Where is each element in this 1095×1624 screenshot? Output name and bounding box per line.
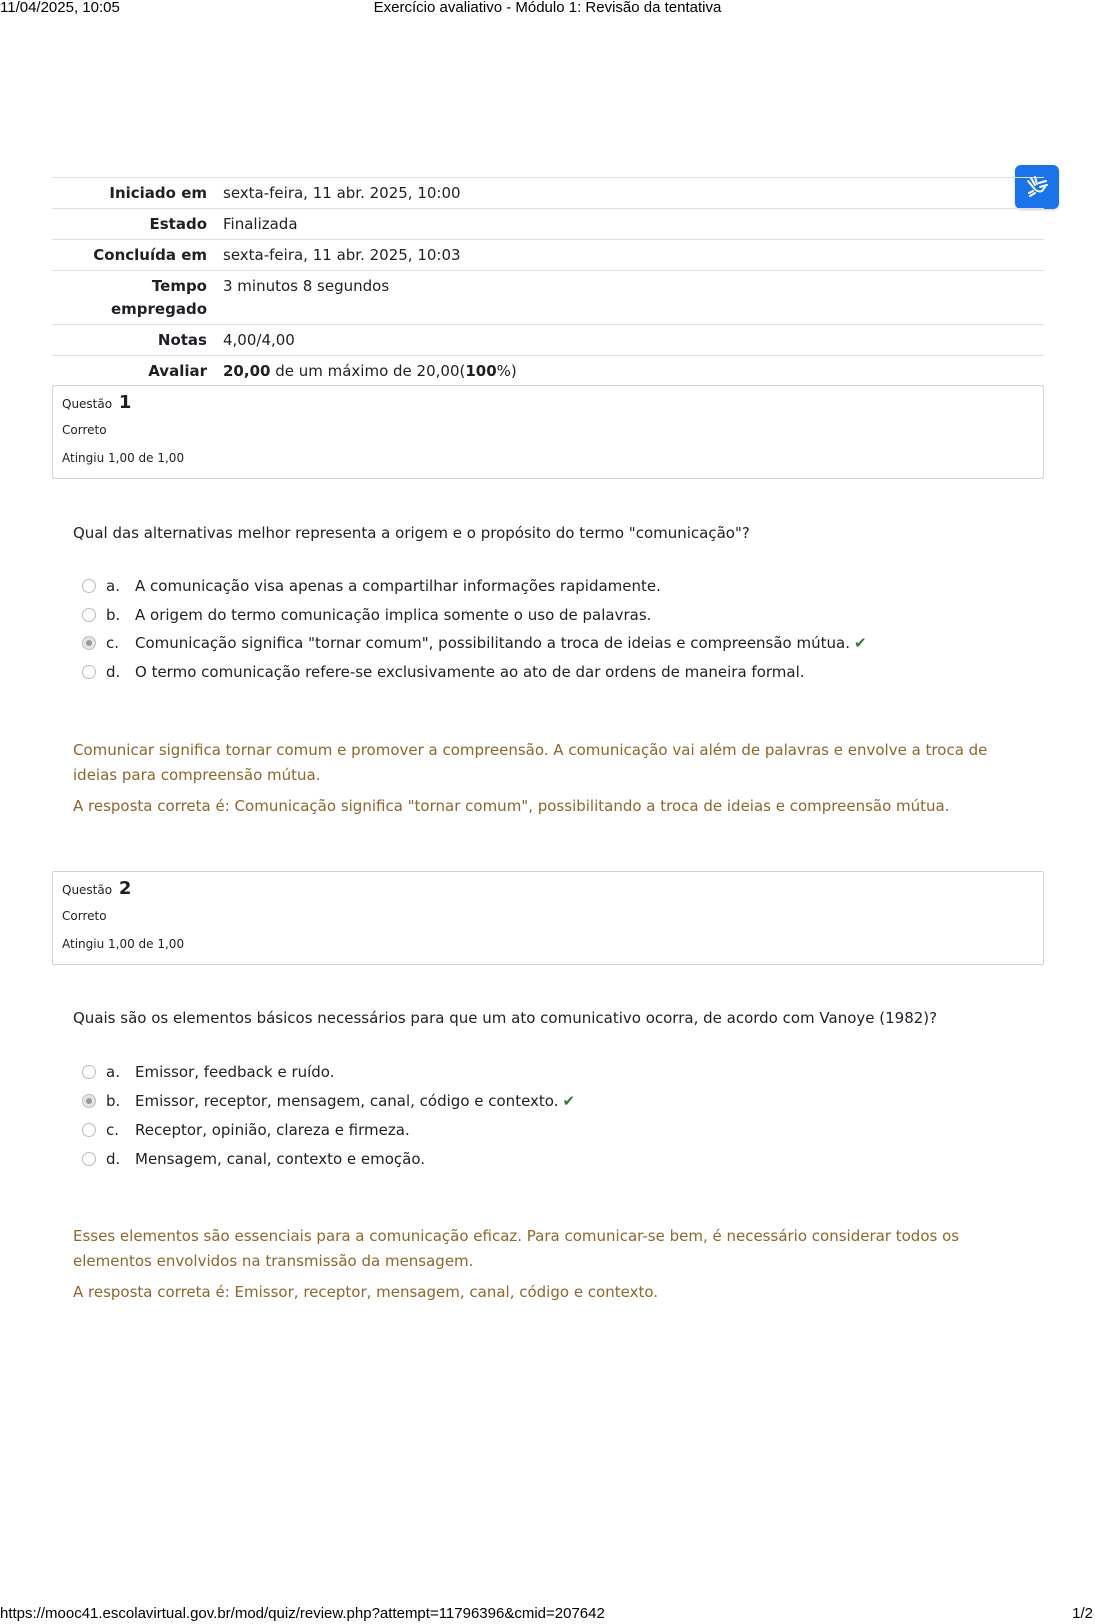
answer-letter: b. <box>106 1092 121 1110</box>
question-state: Correto <box>62 909 107 923</box>
radio-unselected[interactable] <box>82 1065 96 1079</box>
answer-letter: a. <box>106 1063 120 1081</box>
summary-label <box>52 271 223 325</box>
question-grade: Atingiu 1,00 de 1,00 <box>62 451 185 465</box>
print-page-title: Exercício avaliativo - Módulo 1: Revisão da tentativa <box>373 0 722 16</box>
summary-label: Avaliar <box>52 356 223 387</box>
summary-value: Finalizada <box>223 209 1044 240</box>
summary-label: Concluída em <box>52 240 223 271</box>
summary-row-grade <box>52 356 1044 387</box>
attempt-summary-table <box>52 177 1044 386</box>
question-text-2: Quais são os elementos básicos necessários para que um ato comunicativo ocorra, de acordo com Vanoye (1982)? <box>73 1009 938 1027</box>
general-feedback-2: Esses elementos são essenciais para a comunicação eficaz. Para comunicar-se bem, é necessário considerar todos os elementos envolvidos na transmissão da mensagem. <box>73 1227 960 1270</box>
question-number-value: 2 <box>118 878 132 899</box>
right-answer-1: A resposta correta é: Comunicação significa "tornar comum", possibilitando a troca de ideias e compreensão mútua. <box>73 797 950 815</box>
answer-text: Emissor, feedback e ruído. <box>135 1063 335 1081</box>
summary-label-line1: Tempo <box>151 277 207 295</box>
answer-letter: a. <box>106 577 120 595</box>
answer-text: Comunicação significa "tornar comum", possibilitando a troca de ideias e compreensão mútua. <box>135 634 850 652</box>
question-number <box>62 878 131 899</box>
question-label: Questão <box>62 883 113 897</box>
question-text-1: Qual das alternativas melhor representa a origem e o propósito do termo "comunicação"? <box>73 524 750 542</box>
grade-score: 20,00 <box>223 362 271 380</box>
summary-value: sexta-feira, 11 abr. 2025, 10:00 <box>223 178 1044 209</box>
radio-selected[interactable] <box>82 636 96 650</box>
question-grade: Atingiu 1,00 de 1,00 <box>62 937 185 951</box>
summary-value: 4,00/4,00 <box>223 325 1044 356</box>
print-page-number: 1/2 <box>1072 1605 1093 1622</box>
answer-text: Emissor, receptor, mensagem, canal, código e contexto. <box>135 1092 559 1110</box>
summary-value <box>223 356 1044 387</box>
summary-value: 3 minutos 8 segundos <box>223 271 1044 325</box>
summary-label-line2: empregado <box>110 300 207 318</box>
print-datetime: 11/04/2025, 10:05 <box>0 0 120 16</box>
answer-option-1a[interactable] <box>82 575 661 597</box>
print-url: https://mooc41.escolavirtual.gov.br/mod/quiz/review.php?attempt=11796396&cmid=207642 <box>0 1605 605 1622</box>
correct-check-icon: ✔ <box>562 1092 576 1110</box>
print-header <box>0 0 1095 18</box>
print-footer <box>0 1604 1095 1624</box>
answer-text: Receptor, opinião, clareza e firmeza. <box>135 1121 410 1139</box>
answer-letter: b. <box>106 606 121 624</box>
radio-unselected[interactable] <box>82 608 96 622</box>
radio-unselected[interactable] <box>82 665 96 679</box>
general-feedback-1: Comunicar significa tornar comum e promover a compreensão. A comunicação vai além de palavras e envolve a troca de ideias para compreensão mútua. <box>73 741 988 784</box>
correct-check-icon: ✔ <box>853 634 867 652</box>
answer-option-2c[interactable] <box>82 1119 410 1141</box>
radio-unselected[interactable] <box>82 1152 96 1166</box>
answer-letter: c. <box>106 1121 120 1139</box>
answer-letter: c. <box>106 634 120 652</box>
answer-text: A comunicação visa apenas a compartilhar informações rapidamente. <box>135 577 661 595</box>
question-info-2 <box>52 871 1044 965</box>
radio-selected[interactable] <box>82 1094 96 1108</box>
question-state: Correto <box>62 423 107 437</box>
summary-label: Notas <box>52 325 223 356</box>
answer-text: Mensagem, canal, contexto e emoção. <box>135 1150 426 1168</box>
summary-value: sexta-feira, 11 abr. 2025, 10:03 <box>223 240 1044 271</box>
answer-option-1c[interactable] <box>82 632 867 654</box>
summary-label: Iniciado em <box>52 178 223 209</box>
grade-end: %) <box>496 362 517 380</box>
summary-row-started <box>52 178 1044 209</box>
radio-unselected[interactable] <box>82 1123 96 1137</box>
answer-option-2d[interactable] <box>82 1148 425 1170</box>
answer-option-1d[interactable] <box>82 661 805 683</box>
summary-row-time <box>52 271 1044 325</box>
summary-row-marks <box>52 325 1044 356</box>
answer-option-2a[interactable] <box>82 1061 334 1083</box>
question-number-value: 1 <box>118 392 132 413</box>
right-answer-2: A resposta correta é: Emissor, receptor, mensagem, canal, código e contexto. <box>73 1283 659 1301</box>
summary-label: Estado <box>52 209 223 240</box>
summary-row-state <box>52 209 1044 240</box>
answer-text: O termo comunicação refere-se exclusivamente ao ato de dar ordens de maneira formal. <box>135 663 805 681</box>
question-info-1 <box>52 385 1044 479</box>
answer-option-1b[interactable] <box>82 604 651 626</box>
answer-letter: d. <box>106 663 121 681</box>
answer-text: A origem do termo comunicação implica somente o uso de palavras. <box>135 606 652 624</box>
grade-middle: de um máximo de 20,00( <box>270 362 466 380</box>
answer-letter: d. <box>106 1150 121 1168</box>
question-label: Questão <box>62 397 113 411</box>
answer-option-2b[interactable] <box>82 1090 575 1112</box>
radio-unselected[interactable] <box>82 579 96 593</box>
question-number <box>62 392 131 413</box>
grade-percent: 100 <box>465 362 497 380</box>
summary-row-completed <box>52 240 1044 271</box>
